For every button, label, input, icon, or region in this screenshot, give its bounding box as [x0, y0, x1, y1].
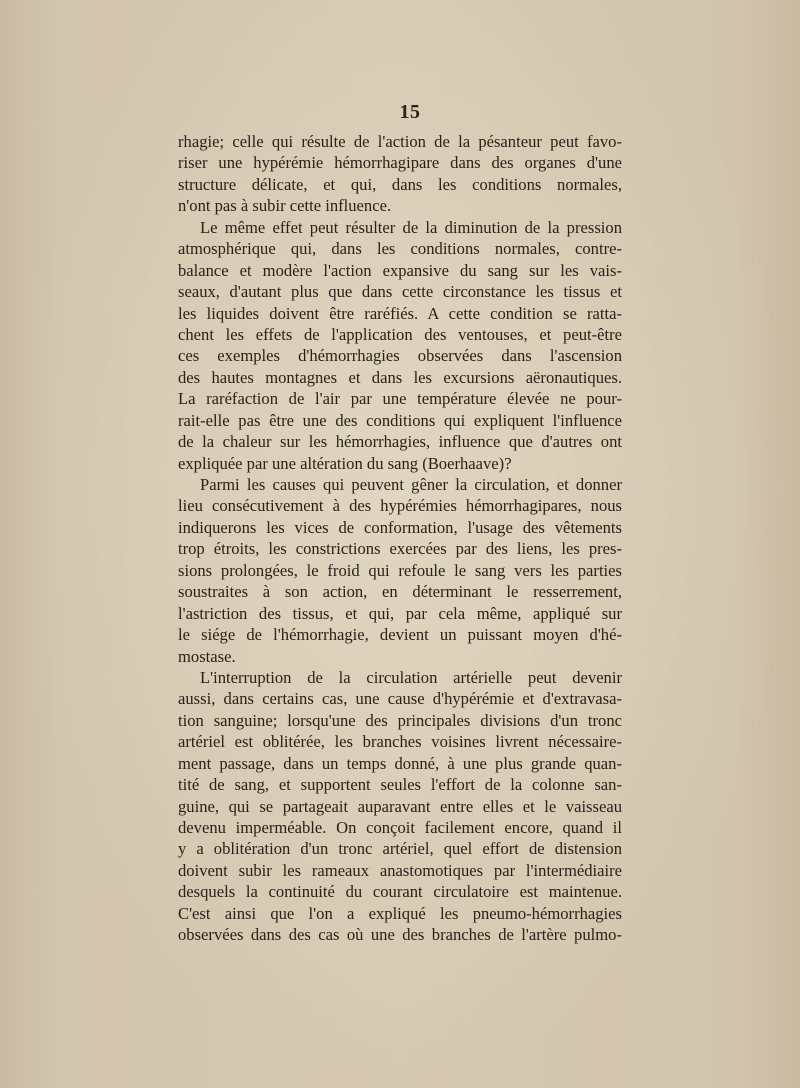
text-line: seaux, d'autant plus que dans cette circonstance les tissus et: [178, 282, 622, 302]
text-line: trop étroits, les constrictions exercées par des liens, les pres-: [178, 539, 622, 559]
text-line: devenu imperméable. On conçoit facilement encore, quand il: [178, 818, 622, 837]
body-text: [178, 131, 622, 946]
text-line: structure délicate, et qui, dans les conditions normales,: [178, 174, 622, 194]
text-line: l'astriction des tissus, et qui, par cela même, appliqué sur: [178, 603, 622, 623]
text-line: sions prolongées, le froid qui refoule le sang vers les parties: [178, 560, 622, 580]
text-line: tion sanguine; lorsqu'une des principales divisions d'un tronc: [178, 710, 622, 730]
text-line: rait-elle pas être une des conditions qui expliquent l'influence: [178, 410, 622, 430]
text-line: de la chaleur sur les hémorrhagies, influence que d'autres ont: [178, 432, 622, 452]
text-line: rhagie; celle qui résulte de l'action de la pésanteur peut favo-: [178, 132, 622, 151]
page-number: 15: [399, 101, 421, 123]
text-line: artériel est oblitérée, les branches voisines livrent nécessaire-: [178, 732, 622, 752]
text-line: desquels la continuité du courant circulatoire est maintenue.: [178, 882, 622, 902]
text-line: les liquides doivent être raréfiés. A cette condition se ratta-: [178, 303, 622, 323]
text-line: le siége de l'hémorrhagie, devient un puissant moyen d'hé-: [178, 625, 622, 645]
text-line: chent les effets de l'application des ventouses, et peut-être: [178, 324, 622, 344]
text-line: aussi, dans certains cas, une cause d'hypérémie et d'extravasa-: [178, 689, 622, 709]
text-line: ment passage, dans un temps donné, à une plus grande quan-: [178, 753, 622, 773]
text-line: guine, qui se partageait auparavant entre elles et le vaisseau: [178, 796, 622, 816]
text-line: y a oblitération d'un tronc artériel, quel effort de distension: [178, 839, 622, 859]
text-line: n'ont pas à subir cette influence.: [178, 196, 392, 216]
text-line: riser une hypérémie hémorrhagipare dans des organes d'une: [178, 153, 622, 173]
text-line: Parmi les causes qui peuvent gêner la circulation, et donner: [200, 475, 622, 494]
text-line: ces exemples d'hémorrhagies observées dans l'ascension: [178, 346, 622, 366]
text-line: C'est ainsi que l'on a expliqué les pneumo-hémorrhagies: [178, 903, 622, 923]
text-line: Le même effet peut résulter de la diminution de la pression: [200, 217, 622, 237]
text-line: atmosphérique qui, dans les conditions normales, contre-: [178, 239, 622, 259]
text-line: La raréfaction de l'air par une température élevée ne pour-: [178, 389, 622, 409]
text-line: L'interruption de la circulation artérielle peut devenir: [200, 667, 622, 687]
text-line: indiquerons les vices de conformation, l'usage des vêtements: [178, 517, 622, 537]
text-line: balance et modère l'action expansive du sang sur les vais-: [178, 260, 622, 280]
text-line: tité de sang, et supportent seules l'effort de la colonne san-: [178, 775, 622, 795]
text-line: lieu consécutivement à des hypérémies hémorrhagipares, nous: [178, 496, 622, 516]
text-line: observées dans des cas où une des branches de l'artère pulmo-: [178, 925, 622, 945]
text-line: des hautes montagnes et dans les excursions aëronautiques.: [178, 367, 622, 387]
text-line: doivent subir les rameaux anastomotiques par l'intermédiaire: [178, 860, 622, 880]
text-line: soustraites à son action, en déterminant le resserrement,: [178, 582, 622, 602]
text-line: mostase.: [178, 646, 236, 666]
text-line: expliquée par une altération du sang (Boerhaave)?: [178, 453, 512, 473]
